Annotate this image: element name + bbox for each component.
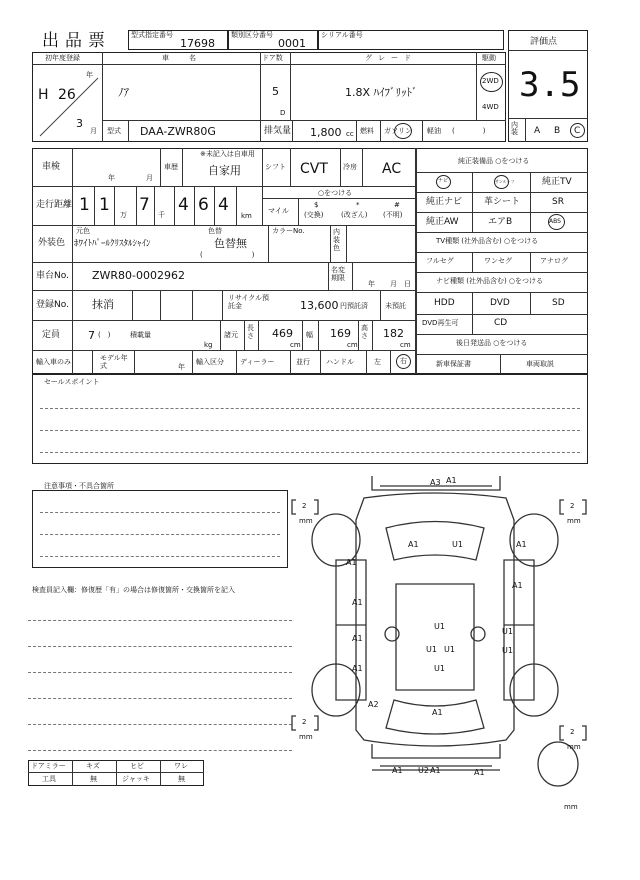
- damage-mark: U1: [444, 645, 455, 654]
- height-label: 高さ: [361, 324, 368, 341]
- tire-unit-spare: mm: [564, 803, 578, 811]
- nav-hdd: HDD: [434, 298, 455, 308]
- meter-opt3: (不明): [383, 211, 403, 219]
- damage-mark: A1: [474, 768, 485, 777]
- shift-label: シフト: [265, 163, 286, 171]
- score-value: 3.5: [519, 65, 581, 105]
- equip-genuine-navi: 純正ナビ: [426, 197, 463, 207]
- height-unit: cm: [400, 341, 411, 349]
- drive-label: 駆動: [482, 54, 496, 62]
- page-title: 出品票: [42, 31, 111, 51]
- width-value: 169: [330, 327, 351, 340]
- equip-airbag: エアB: [488, 217, 513, 227]
- inspection-year-unit: 年: [108, 174, 115, 182]
- legend-scratch: キズ: [86, 762, 100, 770]
- damage-mark: U1: [452, 540, 463, 549]
- width-unit: cm: [347, 341, 358, 349]
- damage-mark: A1: [346, 558, 357, 567]
- width-label: 幅: [306, 331, 313, 339]
- nav-dvd: DVD: [490, 298, 510, 308]
- reg-year-label: 初年度登録: [45, 54, 80, 62]
- handle-left: 左: [374, 358, 381, 366]
- later-manual: 車両取説: [526, 360, 554, 368]
- mileage-digit-2: 1: [99, 195, 110, 215]
- fuel-alt-paren: ( ): [452, 127, 486, 135]
- tire-depth-rl: 2: [302, 502, 307, 510]
- mileage-unit-sen: 千: [158, 211, 165, 219]
- damage-mark: A1: [512, 581, 523, 590]
- import-label: 輸入車のみ: [36, 358, 71, 366]
- specs-label: 諸元: [224, 331, 238, 339]
- displacement-label: 排気量: [264, 126, 292, 136]
- notes-label: 注意事項・不具合箇所: [44, 482, 114, 490]
- damage-mark: U1: [434, 664, 445, 673]
- car-name-label: 車名: [162, 54, 216, 62]
- nav-title: ナビ種類 (社外品含む) ○をつける: [436, 277, 544, 285]
- displacement-value: 1,800: [310, 126, 342, 139]
- import-parallel: 並行: [296, 358, 310, 366]
- equip-aw: 純正AW: [426, 217, 459, 227]
- tv-one: ワンセグ: [484, 257, 512, 265]
- damage-mark: U1: [502, 627, 513, 636]
- damage-mark: A1: [516, 540, 527, 549]
- damage-mark: A1: [352, 634, 363, 643]
- registration-label: 登録No.: [36, 300, 69, 310]
- damage-mark: U1: [502, 646, 513, 655]
- ac-label: 冷房: [343, 163, 357, 171]
- tire-unit-fr: mm: [567, 743, 581, 751]
- nav-dvd-play: DVD再生可: [422, 319, 459, 327]
- tire-depth-rr: 2: [570, 502, 575, 510]
- doors-label: ドア数: [262, 54, 283, 62]
- equip-tv: 純正TV: [542, 177, 572, 187]
- recycle-unpaid: 未預託: [385, 302, 406, 310]
- recycle-unit: 円預託済: [340, 302, 368, 310]
- registration-value: 抹消: [92, 298, 114, 311]
- rename-label: 名変期限: [331, 266, 345, 283]
- legend-crack: ヒビ: [130, 762, 144, 770]
- tire-unit-fl: mm: [299, 733, 313, 741]
- reg-month-num: 3: [76, 117, 83, 130]
- nav-sd: SD: [552, 298, 565, 308]
- fuel-label: 燃料: [360, 127, 374, 135]
- drive-4wd: 4WD: [482, 103, 499, 111]
- capacity-label: 定員: [42, 330, 61, 340]
- equip-abs: ABS: [549, 218, 561, 225]
- legend-tool-value: 無: [90, 775, 97, 783]
- use-value: 自家用: [208, 164, 241, 177]
- drive-2wd: 2WD: [482, 77, 499, 85]
- color-repaint-paren: ( ): [200, 251, 255, 259]
- import-model-year-label: モデル年式: [100, 354, 128, 371]
- damage-mark: A1: [408, 540, 419, 549]
- damage-mark: A1: [446, 476, 457, 485]
- class-no-value: 0001: [278, 37, 306, 50]
- mileage-unit-km: km: [241, 212, 252, 220]
- import-year-unit: 年: [178, 363, 185, 371]
- tire-unit-rr: mm: [567, 517, 581, 525]
- score-label: 評価点: [530, 37, 558, 47]
- recycle-label: リサイクル預託金: [228, 294, 270, 311]
- type-no-value: 17698: [180, 37, 215, 50]
- equipment-title: 純正装備品 ○をつける: [458, 157, 530, 165]
- inspection-month-unit: 月: [146, 174, 153, 182]
- load-label: 積載量: [130, 331, 151, 339]
- damage-mark: A1: [432, 708, 443, 717]
- chassis-label: 車台No.: [36, 271, 69, 281]
- equip-sunroof: サンルーフ: [495, 179, 515, 184]
- interior-c: C: [574, 126, 581, 136]
- tv-analog: アナログ: [540, 257, 568, 265]
- meter-opt2-top: *: [356, 201, 360, 209]
- mileage-digit-3: 7: [139, 195, 150, 215]
- chassis-value: ZWR80-0002962: [92, 269, 186, 282]
- class-no-label: 類別区分番号: [231, 31, 273, 39]
- damage-mark: A1: [352, 598, 363, 607]
- fuel-alt-label: 軽油: [427, 127, 441, 135]
- tire-unit-rl: mm: [299, 517, 313, 525]
- tire-depth-fl: 2: [302, 718, 307, 726]
- color-label: 外装色: [38, 238, 66, 248]
- legend-jack-value: 無: [178, 775, 185, 783]
- rename-year: 年: [368, 280, 375, 288]
- mileage-label: 走行距離: [36, 200, 73, 210]
- color-repaint-value: 色替無: [214, 237, 247, 250]
- use-label: 車歴: [164, 163, 178, 171]
- mileage-unit-man: 万: [120, 211, 127, 219]
- nav-cd: CD: [494, 318, 508, 328]
- car-name-value: ﾉｱ: [118, 86, 129, 99]
- reg-year-unit: 年: [86, 71, 93, 79]
- meter-opt2: (改ざん): [341, 211, 368, 219]
- damage-mark: A1: [392, 766, 403, 775]
- color-orig-label: 元色: [76, 227, 90, 235]
- damage-mark: A3: [430, 478, 441, 487]
- tv-full: フルセグ: [426, 257, 454, 265]
- rename-day: 日: [404, 280, 411, 288]
- meter-opt3-top: #: [394, 201, 400, 209]
- grade-label: グレード: [365, 54, 417, 62]
- reg-month-unit: 月: [90, 127, 97, 135]
- color-repaint-label: 色替: [208, 227, 222, 235]
- interior-a: A: [534, 126, 541, 136]
- equip-leather: 革シート: [484, 197, 521, 207]
- damage-mark: U2: [418, 766, 429, 775]
- recycle-value: 13,600: [300, 299, 339, 312]
- doors-sub: D: [280, 109, 286, 117]
- import-type-label: 輸入区分: [196, 358, 224, 366]
- later-title: 後日発送品 ○をつける: [456, 339, 528, 347]
- inner-color-label: 内装色: [333, 228, 340, 253]
- doors-value: 5: [272, 85, 279, 98]
- meter-label: マイル: [268, 207, 289, 215]
- color-orig-value: ﾎﾜｲﾄﾊﾟｰﾙｸﾘｽﾀﾙｼｬｲﾝ: [74, 239, 151, 249]
- damage-mark: U1: [426, 645, 437, 654]
- reg-year-num: 26: [58, 87, 76, 103]
- height-value: 182: [383, 327, 404, 340]
- color-no-label: カラーNo.: [272, 227, 305, 235]
- damage-mark: A1: [430, 766, 441, 775]
- meter-opt1: (交換): [304, 211, 324, 219]
- length-value: 469: [272, 327, 293, 340]
- ac-value: AC: [382, 161, 402, 177]
- meter-circle-note: ○をつける: [318, 189, 353, 197]
- interior-b: B: [554, 126, 561, 136]
- displacement-unit: cc: [346, 130, 354, 138]
- legend-jack-label: ジャッキ: [122, 775, 150, 783]
- legend-tool-label: 工具: [42, 775, 56, 783]
- load-unit: kg: [204, 341, 213, 349]
- tire-depth-fr: 2: [570, 728, 575, 736]
- later-warranty: 新車保証書: [436, 360, 471, 368]
- legend-break: ワレ: [174, 762, 188, 770]
- mileage-digit-4: 4: [178, 195, 189, 215]
- meter-opt1-top: $: [314, 201, 319, 209]
- rename-month: 月: [390, 280, 397, 288]
- reg-era: H: [38, 87, 49, 103]
- inspector-label: 検査員記入欄：修復歴「有」の場合は修復箇所・交換箇所を記入: [32, 586, 235, 594]
- grade-value: 1.8X ﾊｲﾌﾞﾘｯﾄﾞ: [345, 86, 418, 99]
- model-value: DAA-ZWR80G: [140, 125, 216, 138]
- equip-navi: ナビ: [438, 178, 449, 184]
- legend-mirror: ドアミラー: [31, 762, 66, 770]
- fuel-value: ガソリン: [384, 127, 412, 135]
- mileage-digit-1: 1: [79, 195, 90, 215]
- equip-sr: SR: [552, 197, 564, 207]
- damage-mark: A1: [352, 664, 363, 673]
- serial-label: シリアル番号: [321, 31, 363, 39]
- type-no-label: 型式指定番号: [131, 31, 173, 39]
- damage-mark: A2: [368, 700, 379, 709]
- mileage-digit-6: 4: [218, 195, 229, 215]
- inspection-note: ※未記入は自車用: [200, 150, 255, 158]
- inspection-label: 車検: [42, 162, 61, 172]
- import-dealer: ディーラー: [240, 358, 275, 366]
- shift-value: CVT: [300, 161, 328, 177]
- handle-label: ハンドル: [326, 358, 354, 366]
- capacity-value: 7: [88, 329, 95, 342]
- mileage-digit-5: 6: [198, 195, 209, 215]
- tv-title: TV種類 (社外品含む) ○をつける: [436, 237, 539, 245]
- length-unit: cm: [290, 341, 301, 349]
- damage-mark: U1: [434, 622, 445, 631]
- interior-label: 内装: [511, 121, 518, 136]
- model-label: 型式: [107, 127, 121, 135]
- capacity-paren: ( ): [98, 331, 111, 339]
- length-label: 長さ: [247, 324, 254, 341]
- sales-point-label: セールスポイント: [44, 378, 100, 386]
- handle-right: 右: [400, 357, 407, 365]
